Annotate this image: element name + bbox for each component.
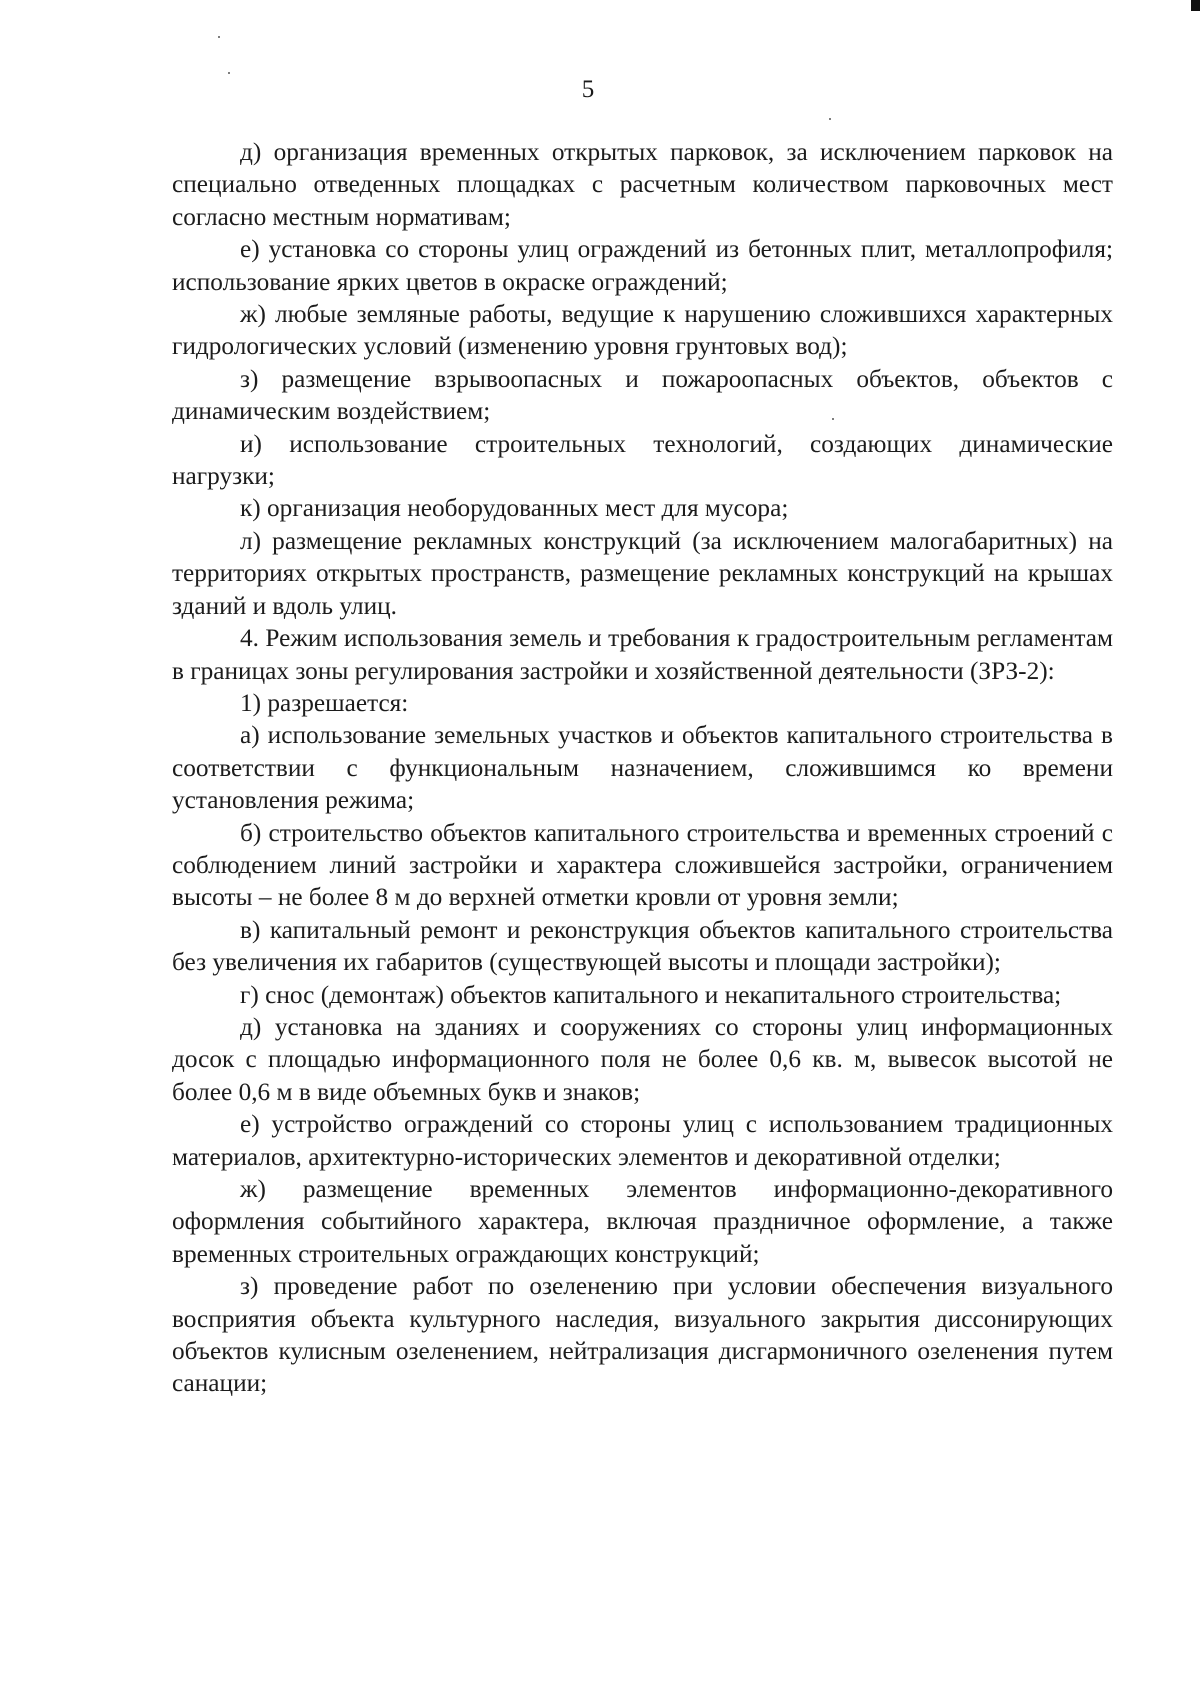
- list-item: и) использование строительных технологий, создающих динамические нагрузки;: [172, 429, 1113, 491]
- list-item: г) снос (демонтаж) объектов капитального и некапитального строительства;: [240, 980, 1062, 1009]
- list-item: ж) размещение временных элементов информационно-декоративного оформления событийного характера, включая праздничное оформление, а также временных строительных ограждающих конструкций;: [172, 1175, 1113, 1268]
- list-item: д) установка на зданиях и сооружениях со стороны улиц информационных досок с площадью информационного поля не более 0,6 кв. м, вывесок высотой не более 0,6 м в виде объемных букв и знаков;: [172, 1012, 1113, 1106]
- scan-corner-mark: [1191, 0, 1200, 11]
- list-item: з) размещение взрывоопасных и пожароопасных объектов, объектов с динамическим воздействием;: [172, 364, 1113, 426]
- page-number: 5: [581, 76, 595, 103]
- list-item: з) проведение работ по озеленению при условии обеспечения визуального восприятия объекта культурного наследия, визуального закрытия диссонирующих объектов кулисным озеленением, нейтрализация дисгармоничного озеленения путем санации;: [172, 1272, 1113, 1398]
- scan-speck: [829, 118, 831, 120]
- scan-speck: [228, 72, 230, 74]
- list-item: в) капитальный ремонт и реконструкция объектов капитального строительства без увеличения их габаритов (существующей высоты и площади застройки);: [172, 915, 1113, 977]
- list-item: ж) любые земляные работы, ведущие к нарушению сложившихся характерных гидрологических условий (изменению уровня грунтовых вод);: [172, 300, 1113, 361]
- subsection-label: 1) разрешается:: [240, 688, 409, 717]
- scan-speck: [218, 36, 220, 38]
- section-heading-paragraph: 4. Режим использования земель и требования к градостроительным регламентам в границах зоны регулирования застройки и хозяйственной деятельности (ЗРЗ-2):: [172, 624, 1113, 685]
- list-item: а) использование земельных участков и объектов капитального строительства в соответствии с функциональным назначением, сложившимся ко времени установления режима;: [172, 721, 1113, 815]
- list-item: к) организация необорудованных мест для мусора;: [240, 494, 789, 523]
- list-item: е) устройство ограждений со стороны улиц с использованием традиционных материалов, архитектурно-исторических элементов и декоративной отделки;: [172, 1110, 1113, 1171]
- list-item: л) размещение рекламных конструкций (за исключением малогабаритных) на территориях открытых пространств, размещение рекламных конструкций на крышах зданий и вдоль улиц.: [172, 526, 1113, 620]
- list-item: д) организация временных открытых парковок, за исключением парковок на специально отведенных площадках с расчетным количеством парковочных мест согласно местным нормативам;: [172, 138, 1113, 231]
- list-item: е) установка со стороны улиц ограждений из бетонных плит, металлопрофиля; использование ярких цветов в окраске ограждений;: [172, 235, 1113, 296]
- document-body: [172, 136, 1113, 1400]
- list-item: б) строительство объектов капитального строительства и временных строений с соблюдением линий застройки и характера сложившейся застройки, ограничением высоты – не более 8 м до верхней отметки кровли от уровня земли;: [172, 818, 1113, 912]
